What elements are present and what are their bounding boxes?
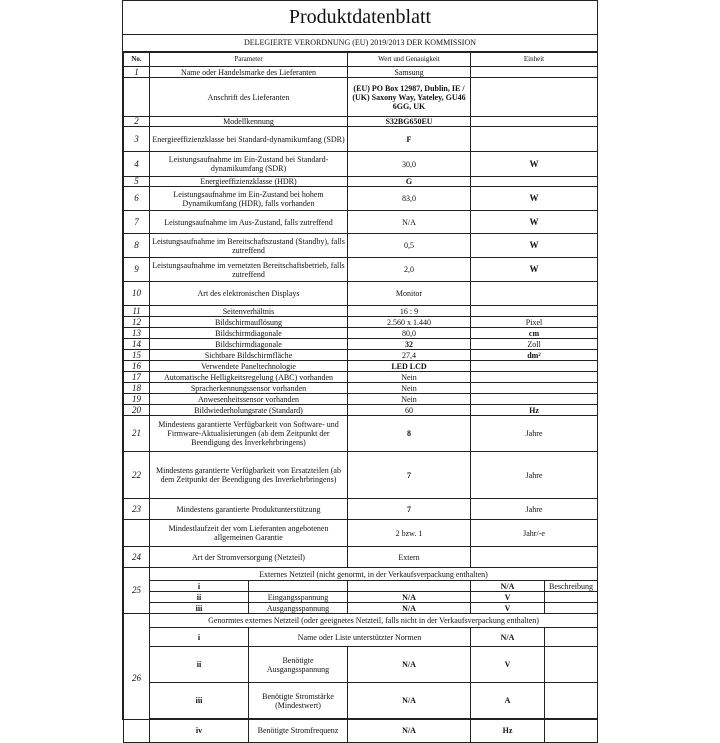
row-unit — [471, 127, 598, 152]
regulation-line: DELEGIERTE VERORDNUNG (EU) 2019/2013 DER KOMMISSION — [123, 34, 597, 52]
col-header-parameter: Parameter — [150, 53, 348, 67]
row-parameter: Spracherkennungssensor vorhanden — [150, 383, 348, 394]
row-value: 0,5 — [348, 234, 471, 258]
row-number: 13 — [124, 328, 150, 339]
row-number: 15 — [124, 350, 150, 361]
table-row — [124, 211, 598, 234]
datasheet-frame — [122, 0, 598, 735]
row-parameter — [249, 581, 348, 592]
row-unit — [471, 306, 598, 317]
row-number: 25 — [124, 568, 150, 614]
row-parameter: Bildschirmdiagonale — [150, 339, 348, 350]
row-unit — [471, 67, 598, 78]
row-number: 2 — [124, 117, 150, 127]
row-unit — [471, 383, 598, 394]
row-value: Monitor — [348, 282, 471, 306]
row-value: Nein — [348, 394, 471, 405]
table-row — [124, 234, 598, 258]
row-value: 7 — [348, 499, 471, 520]
row-number: 4 — [124, 152, 150, 177]
row-number: 5 — [124, 177, 150, 187]
table-row — [124, 117, 598, 127]
row-unit: Jahre — [471, 499, 598, 520]
row-parameter: Eingangsspannung — [249, 592, 348, 603]
row-number: 17 — [124, 372, 150, 383]
table-row — [124, 339, 598, 350]
row-unit: Jahre — [471, 416, 598, 452]
table-row — [124, 452, 598, 499]
row-value: 83,0 — [348, 187, 471, 211]
row-number: 12 — [124, 317, 150, 328]
row-index: i — [150, 581, 249, 592]
table-row — [124, 177, 598, 187]
row-index: iii — [150, 603, 249, 614]
col-header-unit: Einheit — [471, 53, 598, 67]
row-value: 2,0 — [348, 258, 471, 282]
table-row — [124, 520, 598, 547]
row-parameter: Benötigte Stromstärke (Mindestwert) — [249, 683, 348, 719]
row-value — [348, 581, 471, 592]
row-parameter: Leistungsaufnahme im Ein-Zustand bei hohem Dynamikumfang (HDR), falls vorhanden — [150, 187, 348, 211]
row-number: 18 — [124, 383, 150, 394]
table-row — [124, 282, 598, 306]
row-parameter: Mindestens garantierte Produktunterstützung — [150, 499, 348, 520]
row-value: Nein — [348, 372, 471, 383]
row-value: N/A — [348, 683, 471, 719]
row-value: 7 — [348, 452, 471, 499]
row-extra — [545, 683, 598, 719]
table-row — [124, 127, 598, 152]
row-unit — [471, 177, 598, 187]
row-unit: W — [471, 187, 598, 211]
row-extra — [545, 592, 598, 603]
row-number: 3 — [124, 127, 150, 152]
row-value: Extern — [348, 547, 471, 568]
table-row — [124, 152, 598, 177]
table-row — [124, 547, 598, 568]
row-value: N/A — [348, 211, 471, 234]
table-row — [124, 416, 598, 452]
row-value: S32BG650EU — [348, 117, 471, 127]
product-datasheet — [122, 0, 598, 735]
datasheet-table — [123, 52, 598, 743]
table-row — [124, 306, 598, 317]
row-unit: W — [471, 234, 598, 258]
row-parameter: Bildschirmdiagonale — [150, 328, 348, 339]
row-value: 16 : 9 — [348, 306, 471, 317]
row-value: 2.560 x 1.440 — [348, 317, 471, 328]
row-index: iii — [150, 683, 249, 719]
row-unit: N/A — [471, 628, 545, 647]
row-number: 24 — [124, 547, 150, 568]
row-value: F — [348, 127, 471, 152]
row-unit — [471, 372, 598, 383]
row-unit: W — [471, 211, 598, 234]
row-parameter: Leistungsaufnahme im vernetzten Bereitschaftsbetrieb, falls zutreffend — [150, 258, 348, 282]
row-unit: dm² — [471, 350, 598, 361]
row-unit: Jahre — [471, 452, 598, 499]
row-parameter: Mindestlaufzeit der vom Lieferanten angebotenen allgemeinen Garantie — [150, 520, 348, 547]
row-parameter: Ausgangsspannung — [249, 603, 348, 614]
row-unit: W — [471, 152, 598, 177]
row-number: 1 — [124, 67, 150, 78]
row-number: 11 — [124, 306, 150, 317]
row-number: 23 — [124, 499, 150, 520]
table-row — [124, 328, 598, 339]
table-row — [124, 581, 598, 592]
table-row — [124, 372, 598, 383]
row-number — [124, 520, 150, 547]
row-unit: V — [471, 603, 545, 614]
row-parameter: Anwesenheitssensor vorhanden — [150, 394, 348, 405]
row-value: 8 — [348, 416, 471, 452]
row-number: 10 — [124, 282, 150, 306]
row-number: 8 — [124, 234, 150, 258]
page-title: Produktdatenblatt — [123, 1, 597, 35]
row-unit: Zoll — [471, 339, 598, 350]
row-value: N/A — [348, 719, 471, 743]
table-row — [124, 78, 598, 117]
row-unit: Hz — [471, 405, 598, 416]
row-extra — [545, 719, 598, 743]
table-row — [124, 67, 598, 78]
row-parameter: Seitenverhältnis — [150, 306, 348, 317]
table-row — [124, 405, 598, 416]
row-number — [124, 78, 150, 117]
section-header: Genormtes externes Netzteil (oder geeignetes Netzteil, falls nicht in der Verkaufsverpackung enthalten) — [150, 614, 598, 628]
row-parameter: Art der Stromversorgung (Netzteil) — [150, 547, 348, 568]
row-parameter: Verwendete Paneltechnologie — [150, 361, 348, 372]
row-parameter: Name oder Liste unterstützter Normen — [249, 628, 471, 647]
row-unit: cm — [471, 328, 598, 339]
row-unit: V — [471, 647, 545, 683]
row-parameter: Mindestens garantierte Verfügbarkeit von Software- und Firmware-Aktualisierungen (ab dem Zeitpunkt der Beendigung des Inverkehrbringens) — [150, 416, 348, 452]
row-parameter: Energieeffizienzklasse (HDR) — [150, 177, 348, 187]
table-row — [124, 350, 598, 361]
row-parameter: Leistungsaufnahme im Ein-Zustand bei Standard-dynamikumfang (SDR) — [150, 152, 348, 177]
row-parameter: Sichtbare Bildschirmfläche — [150, 350, 348, 361]
row-parameter: Name oder Handelsmarke des Lieferanten — [150, 67, 348, 78]
row-value: LED LCD — [348, 361, 471, 372]
row-unit: Pixel — [471, 317, 598, 328]
table-row — [124, 317, 598, 328]
row-unit: V — [471, 592, 545, 603]
row-value: 27,4 — [348, 350, 471, 361]
row-parameter: Energieeffizienzklasse bei Standard-dynamikumfang (SDR) — [150, 127, 348, 152]
row-unit: Jahr/-e — [471, 520, 598, 547]
table-row — [124, 383, 598, 394]
table-row — [124, 719, 598, 743]
table-row — [124, 683, 598, 719]
row-value: N/A — [348, 603, 471, 614]
row-extra: Beschreibung — [545, 581, 598, 592]
row-parameter: Modellkennung — [150, 117, 348, 127]
row-number: 9 — [124, 258, 150, 282]
row-number: 21 — [124, 416, 150, 452]
row-value: N/A — [348, 647, 471, 683]
row-number: 7 — [124, 211, 150, 234]
table-row — [124, 614, 598, 628]
row-number: 26 — [124, 614, 150, 743]
row-index: i — [150, 628, 249, 647]
col-header-no: No. — [124, 53, 150, 67]
row-number: 16 — [124, 361, 150, 372]
row-value: Samsung — [348, 67, 471, 78]
row-parameter: Benötigte Stromfrequenz — [249, 719, 348, 743]
row-parameter: Leistungsaufnahme im Bereitschaftszustand (Standby), falls zutreffend — [150, 234, 348, 258]
row-index: iv — [150, 719, 249, 743]
row-number: 19 — [124, 394, 150, 405]
row-extra — [545, 603, 598, 614]
table-row — [124, 187, 598, 211]
row-unit: Hz — [471, 719, 545, 743]
row-value: 60 — [348, 405, 471, 416]
row-unit — [471, 361, 598, 372]
row-value: 2 bzw. 1 — [348, 520, 471, 547]
table-row — [124, 499, 598, 520]
row-unit: N/A — [471, 581, 545, 592]
row-parameter: Art des elektronischen Displays — [150, 282, 348, 306]
row-number: 20 — [124, 405, 150, 416]
row-value: (EU) PO Box 12987, Dublin, IE / (UK) Saxony Way, Yateley, GU46 6GG, UK — [348, 78, 471, 117]
row-index: ii — [150, 592, 249, 603]
row-unit — [471, 394, 598, 405]
row-unit — [471, 117, 598, 127]
row-value: 80,0 — [348, 328, 471, 339]
row-parameter: Anschrift des Lieferanten — [150, 78, 348, 117]
row-parameter: Bildwiederholungsrate (Standard) — [150, 405, 348, 416]
row-value: N/A — [348, 592, 471, 603]
row-extra — [545, 647, 598, 683]
row-value: Nein — [348, 383, 471, 394]
row-unit — [471, 78, 598, 117]
table-row — [124, 647, 598, 683]
row-unit — [471, 282, 598, 306]
col-header-value: Wert und Genauigkeit — [348, 53, 471, 67]
row-parameter: Leistungsaufnahme im Aus-Zustand, falls zutreffend — [150, 211, 348, 234]
row-value: G — [348, 177, 471, 187]
table-row — [124, 592, 598, 603]
table-header-row — [124, 53, 598, 67]
row-parameter: Bildschirmauflösung — [150, 317, 348, 328]
row-unit: W — [471, 258, 598, 282]
row-extra — [545, 628, 598, 647]
row-parameter: Mindestens garantierte Verfügbarkeit von Ersatzteilen (ab dem Zeitpunkt der Beendigung des Inverkehrbringens) — [150, 452, 348, 499]
row-unit — [471, 547, 598, 568]
table-row — [124, 628, 598, 647]
table-row — [124, 361, 598, 372]
row-value: 30,0 — [348, 152, 471, 177]
section-header: Externes Netzteil (nicht genormt, in der Verkaufsverpackung enthalten) — [150, 568, 598, 581]
row-number: 14 — [124, 339, 150, 350]
table-row — [124, 603, 598, 614]
row-index: ii — [150, 647, 249, 683]
row-value: 32 — [348, 339, 471, 350]
row-parameter: Automatische Helligkeitsregelung (ABC) vorhanden — [150, 372, 348, 383]
table-row — [124, 258, 598, 282]
table-row — [124, 568, 598, 581]
row-parameter: Benötigte Ausgangsspannung — [249, 647, 348, 683]
table-row — [124, 394, 598, 405]
row-number: 22 — [124, 452, 150, 499]
row-unit: A — [471, 683, 545, 719]
row-number: 6 — [124, 187, 150, 211]
